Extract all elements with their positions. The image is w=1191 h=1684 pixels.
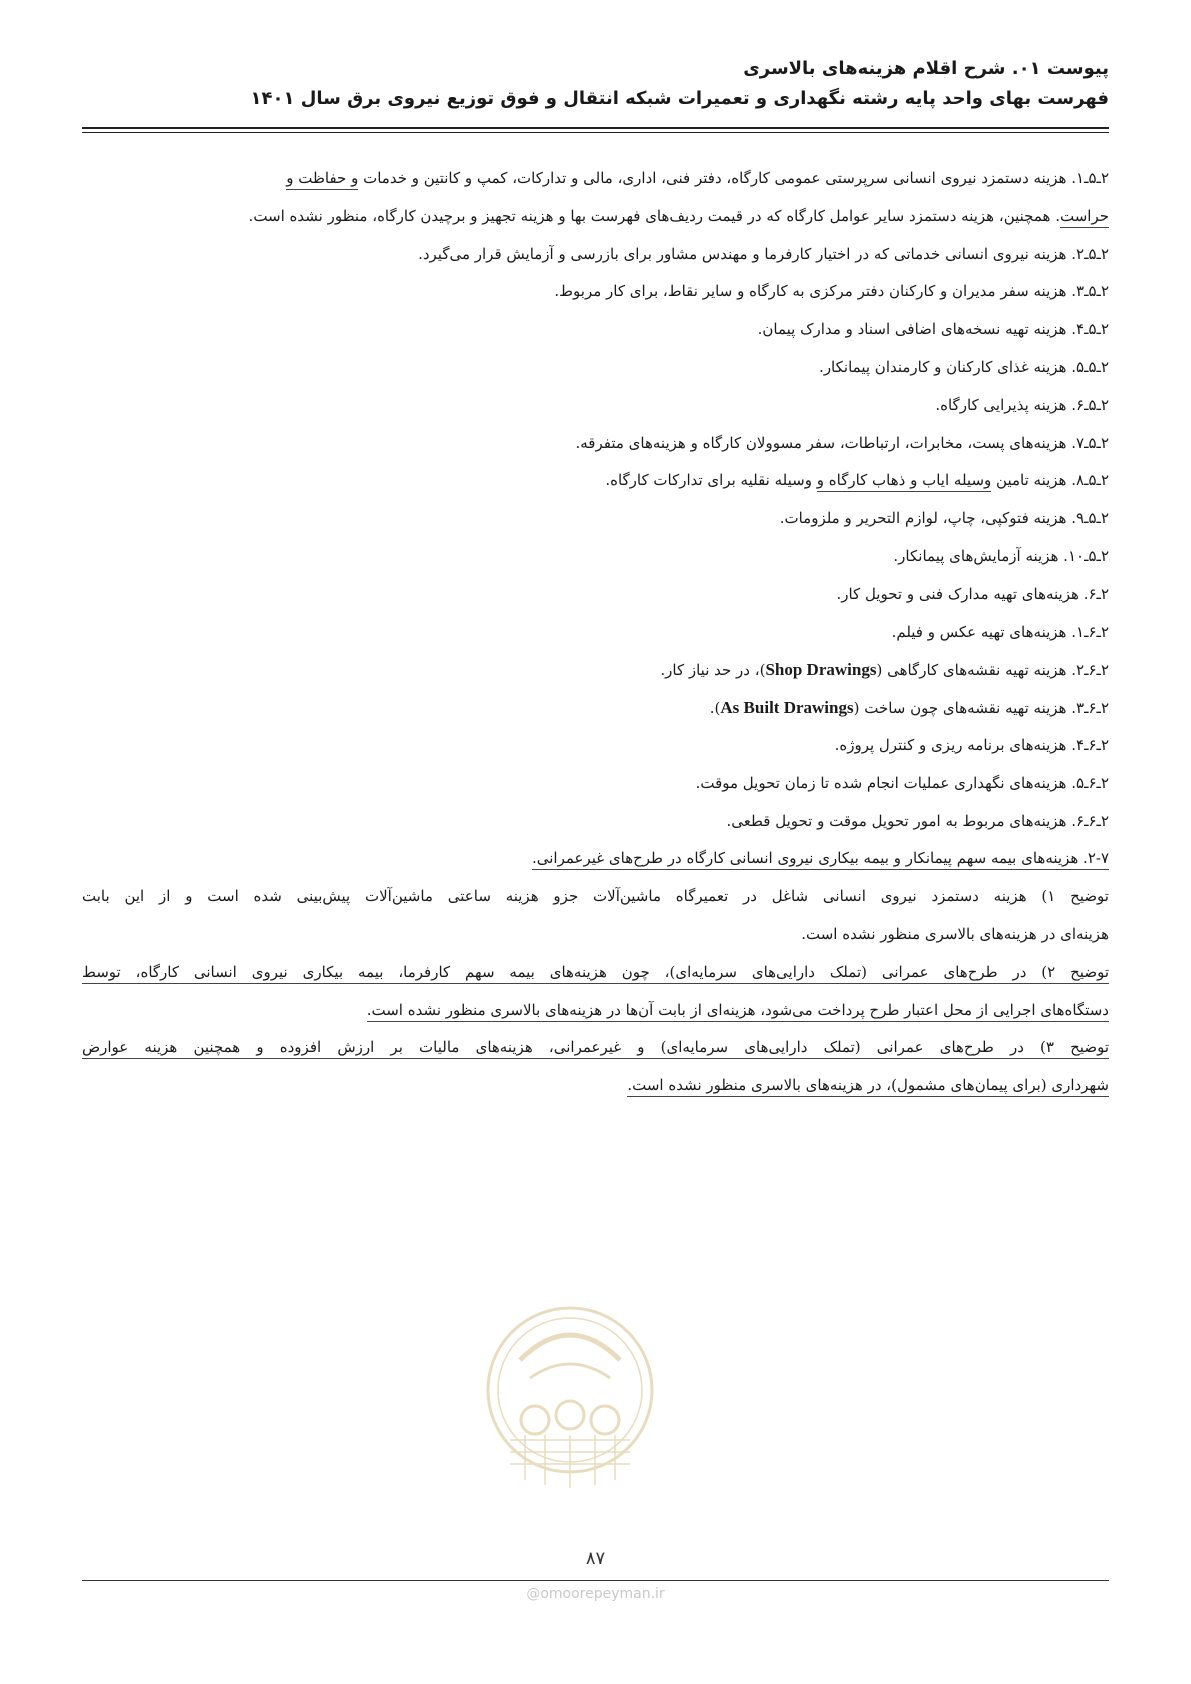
text-span: . همچنین، هزینه دستمزد سایر عوامل کارگاه که در قیمت ردیف‌های فهرست بها و هزینه تجهیز و برچیدن کارگاه، منظور نشده است. [248,206,1060,225]
text-span: ۲ـ۵ـ۵. هزینه غذای کارکنان و کارمندان پیمانکار. [819,357,1109,376]
text-line [82,689,1109,727]
underlined-text: و حفاظت و [286,169,358,190]
text-line [82,916,1109,954]
text-span: ۲ـ۵ـ۳. هزینه سفر مدیران و کارکنان دفتر مرکزی به کارگاه و سایر نقاط، برای کار مربوط. [554,282,1109,301]
text-line [82,1029,1109,1067]
underlined-text: توضیح ۲) در طرح‌های عمرانی (تملک دارایی‌های سرمایه‌ای)، چون هزینه‌های بیمه سهم کارفرما، بیمه بیکاری نیروی انسانی کارگاه، توسط [82,963,1109,984]
text-span: ۲ـ۵ـ۲. هزینه نیروی انسانی خدماتی که در اختیار کارفرما و مهندس مشاور برای بازرسی و آزمایش قرار می‌گیرد. [418,244,1109,263]
underlined-text: توضیح ۳) در طرح‌های عمرانی (تملک دارایی‌های سرمایه‌ای) و غیرعمرانی، هزینه‌های مالیات بر ارزش افزوده و همچنین هزینه عوارض [82,1038,1109,1059]
underlined-text: وسیله ایاب و ذهاب کارگاه و [817,471,992,492]
text-line [82,614,1109,652]
text-line [82,803,1109,841]
text-span: ۲ـ۵ـ۷. هزینه‌های پست، مخابرات، ارتباطات، سفر مسوولان کارگاه و هزینه‌های متفرقه. [575,433,1109,452]
text-line [82,160,1109,198]
text-span: ۲ـ۶ـ۴. هزینه‌های برنامه ریزی و کنترل پروژه. [834,735,1109,754]
text-line [82,311,1109,349]
text-line [82,273,1109,311]
text-span: ۲ـ۶ـ۶. هزینه‌های مربوط به امور تحویل موقت و تحویل قطعی. [726,811,1109,830]
text-line [82,576,1109,614]
text-span: ۲ـ۶. هزینه‌های تهیه مدارک فنی و تحویل کار. [836,584,1109,603]
text-line [82,236,1109,274]
text-line [82,954,1109,992]
page-number: ۸۷ [585,1548,606,1569]
appendix-title: پیوست ۰۱. شرح اقلام هزینه‌های بالاسری [743,58,1109,79]
text-line [82,727,1109,765]
text-span: هزینه‌ای در هزینه‌های بالاسری منظور نشده است. [801,924,1109,943]
text-span: ۲ـ۵ـ۱۰. هزینه آزمایش‌های پیمانکار. [893,546,1109,565]
text-span: )، در حد نیاز کار. [660,661,766,680]
underlined-text: شهرداری (برای پیمان‌های مشمول)، در هزینه‌های بالاسری منظور نشده است. [627,1076,1109,1097]
body-text [82,160,1109,1105]
text-line [82,387,1109,425]
text-line [82,349,1109,387]
text-line [82,651,1109,689]
text-line [82,1067,1109,1105]
text-line [82,765,1109,803]
text-line [82,878,1109,916]
text-span: ۲ـ۶ـ۱. هزینه‌های تهیه عکس و فیلم. [891,622,1109,641]
document-subtitle: فهرست بهای واحد پایه رشته نگهداری و تعمیرات شبکه انتقال و فوق توزیع نیروی برق سال ۱۴۰۱ [250,88,1109,109]
header-rule-thin [82,132,1109,133]
text-span: ). [709,699,721,718]
text-line [82,500,1109,538]
text-span: ۲ـ۶ـ۵. هزینه‌های نگهداری عملیات انجام شده تا زمان تحویل موقت. [695,773,1109,792]
text-span: ۲ـ۶ـ۳. هزینه تهیه نقشه‌های چون ساخت ( [853,699,1109,718]
underlined-text: حراست [1060,207,1109,228]
underlined-text: دستگاه‌های اجرایی از محل اعتبار طرح پرداخت می‌شود، هزینه‌ای از بابت آن‌ها در هزینه‌های بالاسری منظور نشده است. [367,1001,1109,1022]
text-line [82,840,1109,878]
omoore-peyman-seal-logo [480,1290,660,1510]
footer-rule [82,1580,1109,1581]
header-rule-thick [82,127,1109,129]
text-span: ۲ـ۵ـ۴. هزینه تهیه نسخه‌های اضافی اسناد و مدارک پیمان. [757,320,1109,339]
text-line [82,538,1109,576]
text-line [82,992,1109,1030]
text-span: ۲ـ۵ـ۸. هزینه تامین [991,471,1109,490]
text-line [82,425,1109,463]
page-header [82,54,1109,114]
text-span: ۲ـ۶ـ۲. هزینه تهیه نقشه‌های کارگاهی ( [876,661,1109,680]
english-term: As Built Drawings [720,698,854,718]
text-line [82,198,1109,236]
english-term: Shop Drawings [765,660,877,680]
text-span: ۲ـ۵ـ۱. هزینه دستمزد نیروی انسانی سرپرستی عمومی کارگاه، دفتر فنی، اداری، مالی و تدارکات، کمپ و کانتین و خدمات [358,169,1109,187]
footer-watermark-url: @omoorepeyman.ir [526,1586,665,1602]
text-line [82,462,1109,500]
text-span: ۲ـ۵ـ۹. هزینه فتوکپی، چاپ، لوازم التحریر و ملزومات. [779,509,1109,528]
text-span: توضیح ۱) هزینه دستمزد نیروی انسانی شاغل در تعمیرگاه ماشین‌آلات جزو هزینه ساعتی ماشین‌آلات پیش‌بینی شده است و از این بابت [82,887,1109,906]
underlined-text: ۲-۷. هزینه‌های بیمه سهم پیمانکار و بیمه بیکاری نیروی انسانی کارگاه در طرح‌های غیرعمرانی. [532,849,1109,870]
text-span: وسیله نقلیه برای تدارکات کارگاه. [605,471,817,490]
text-span: ۲ـ۵ـ۶. هزینه پذیرایی کارگاه. [935,395,1109,414]
